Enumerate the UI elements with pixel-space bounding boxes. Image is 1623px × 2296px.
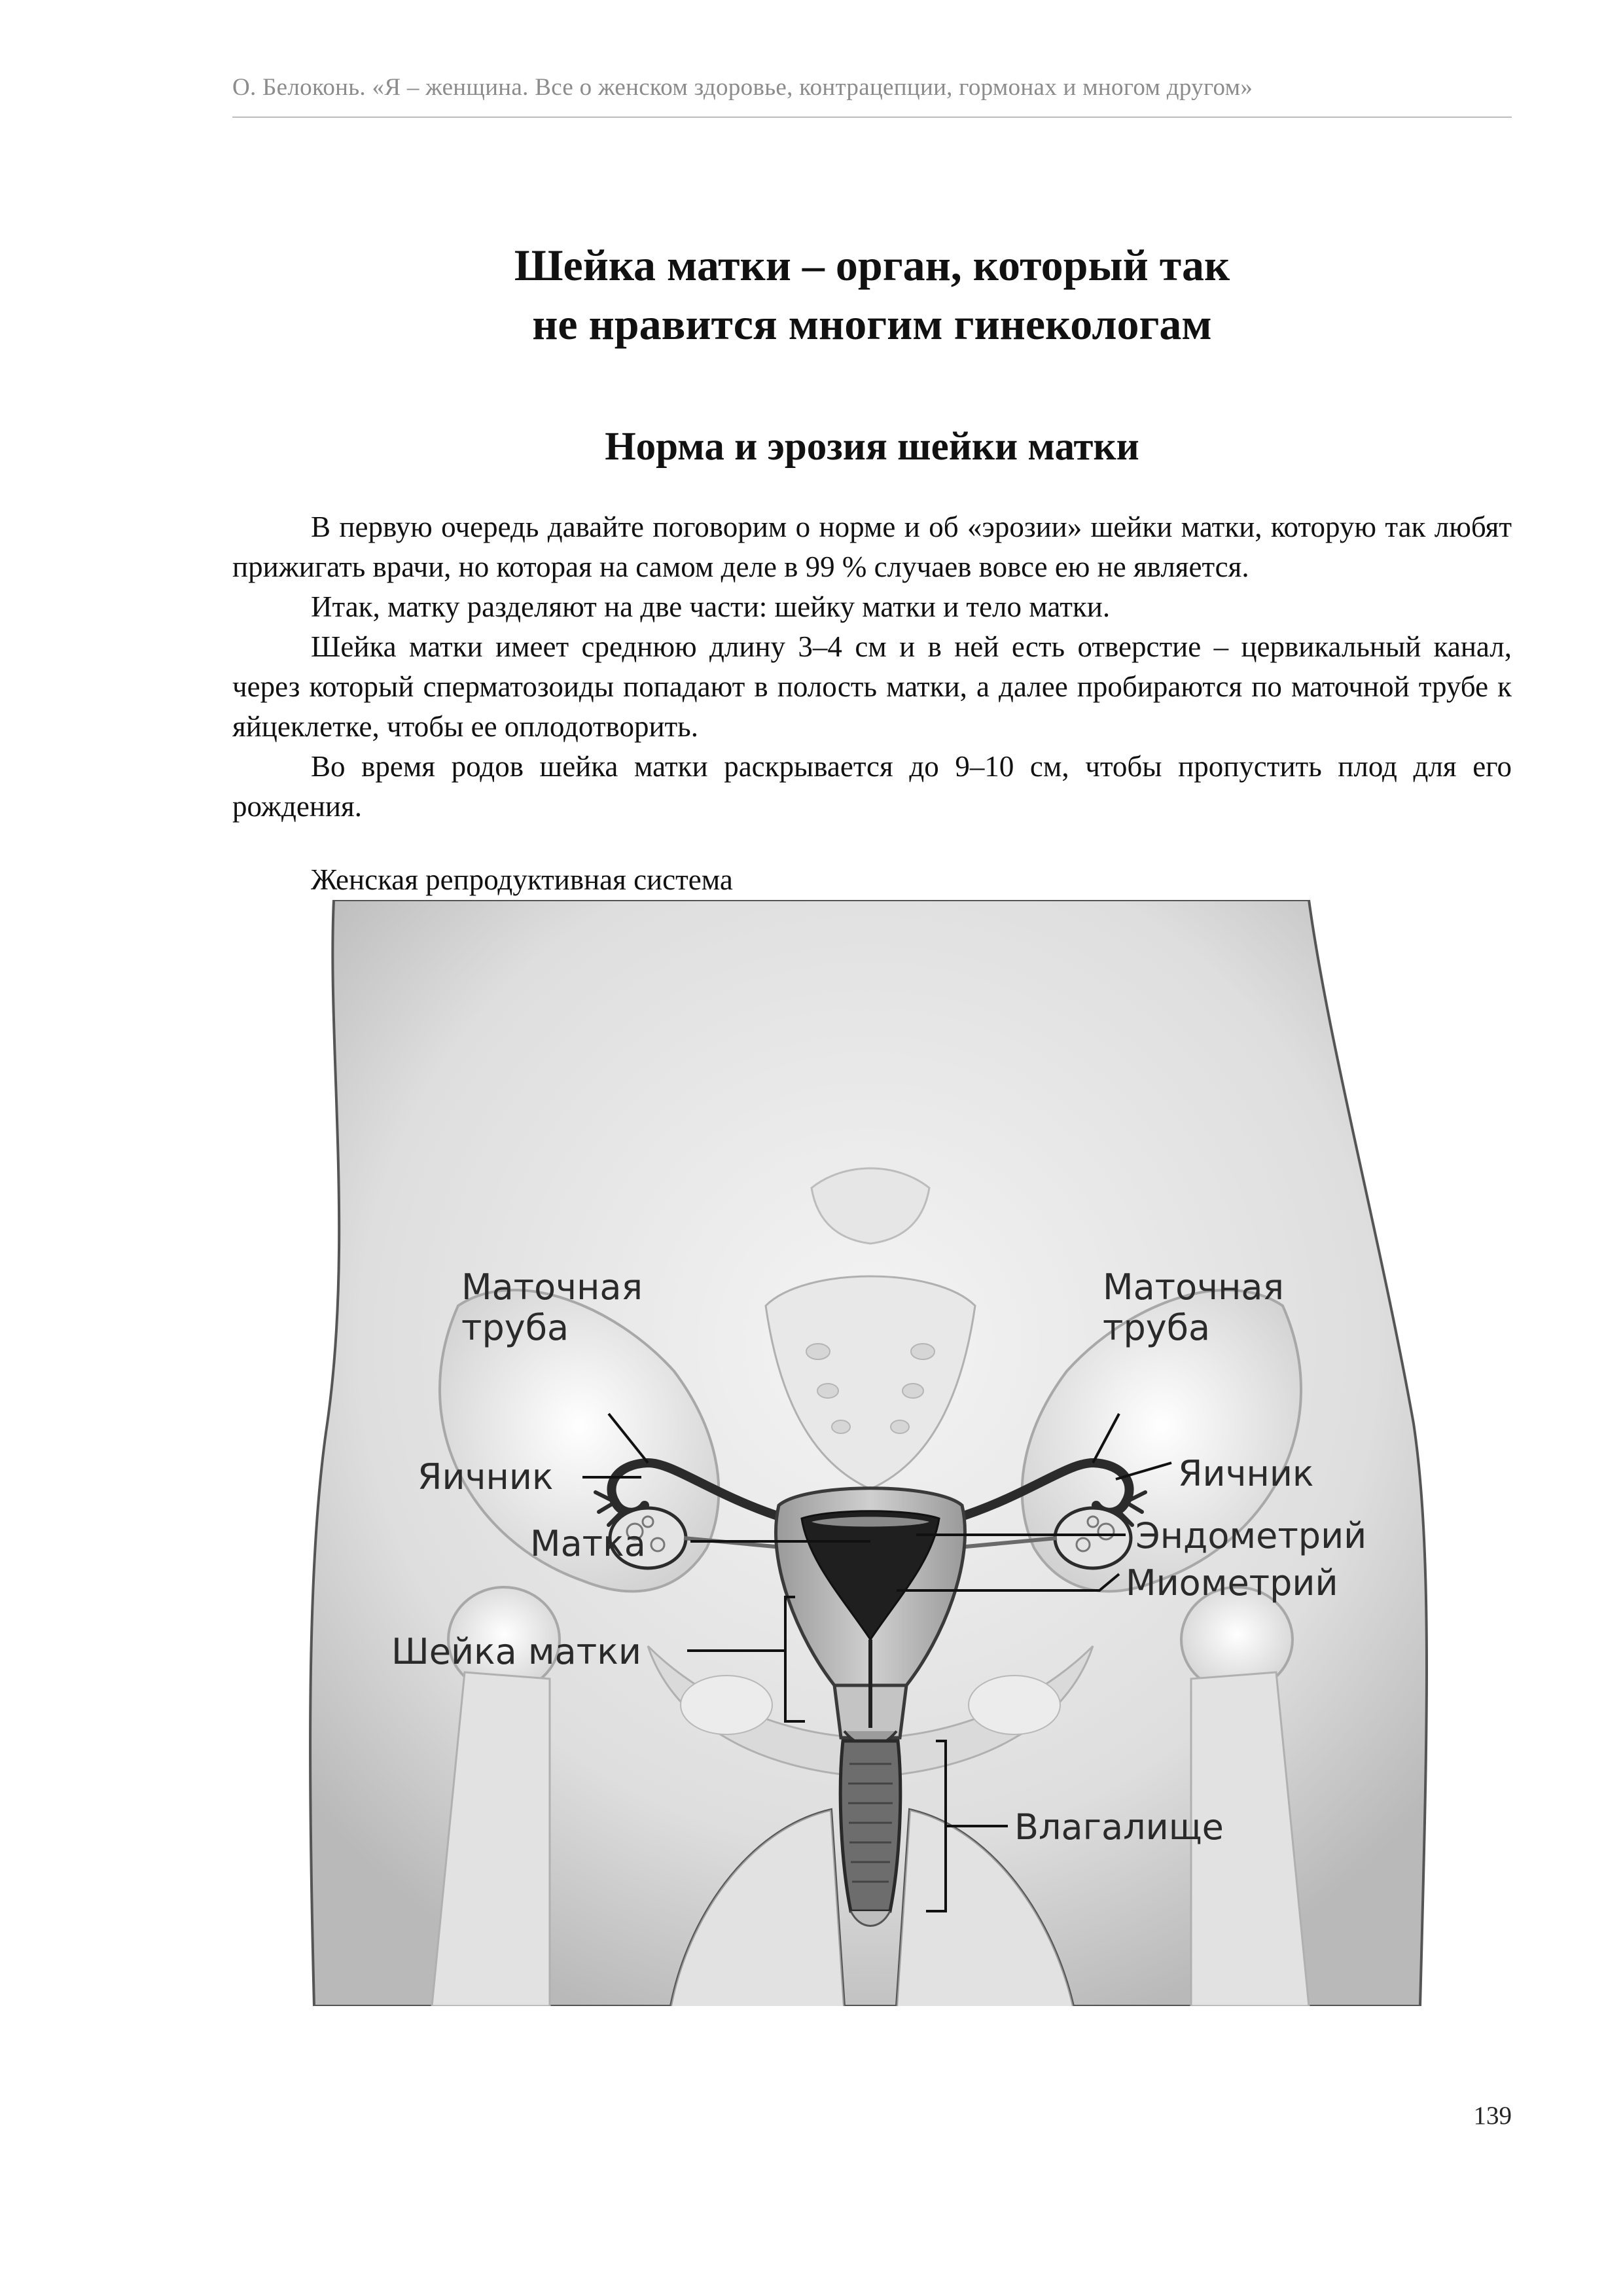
paragraph: В первую очередь давайте поговорим о норме и об «эрозии» шейки матки, которую так любят прижигать врачи, но которая на самом деле в 99 % случаев вовсе ею не является. (232, 511, 1512, 583)
body-text (232, 507, 1512, 827)
page-number: 139 (1473, 2102, 1512, 2130)
label-tube-left-line2: труба (461, 1307, 569, 1348)
label-tube-right-line1: Маточная (1103, 1266, 1284, 1308)
reproductive-system-illustration (308, 900, 1433, 2006)
running-header: О. Белоконь. «Я – женщина. Все о женском здоровье, контрацепции, гормонах и многом другом» (232, 74, 1253, 101)
label-vagina: Влагалище (1014, 1806, 1224, 1848)
label-myometrium: Миометрий (1126, 1562, 1338, 1604)
anatomy-diagram (308, 900, 1433, 2006)
paragraph: Шейка матки имеет среднюю длину 3–4 см и в ней есть отверстие – цервикальный канал, через который сперматозоиды попадают в полость матки, а далее пробираются по маточной трубе к яйцеклетке, чтобы ее оплодотворить. (232, 630, 1512, 743)
label-tube-right-line2: труба (1103, 1307, 1211, 1348)
vagina (840, 1741, 901, 1911)
label-endometrium: Эндометрий (1135, 1515, 1367, 1556)
label-uterus: Матка (530, 1523, 646, 1564)
label-ovary-right: Яичник (1178, 1453, 1314, 1494)
paragraph: Итак, матку разделяют на две части: шейку матки и тело матки. (311, 590, 1111, 623)
label-tube-left-line1: Маточная (461, 1266, 643, 1308)
label-cervix: Шейка матки (391, 1631, 641, 1672)
figure-caption: Женская репродуктивная система (311, 863, 733, 896)
chapter-title-line-2: не нравится многим гинекологам (532, 299, 1212, 349)
paragraph: Во время родов шейка матки раскрывается до 9–10 см, чтобы пропустить плод для его рождения. (232, 750, 1512, 823)
section-heading: Норма и эрозия шейки матки (605, 425, 1139, 469)
header-rule (232, 117, 1512, 118)
chapter-title-line-1: Шейка матки – орган, который так (514, 240, 1230, 290)
label-ovary-left: Яичник (418, 1456, 554, 1498)
